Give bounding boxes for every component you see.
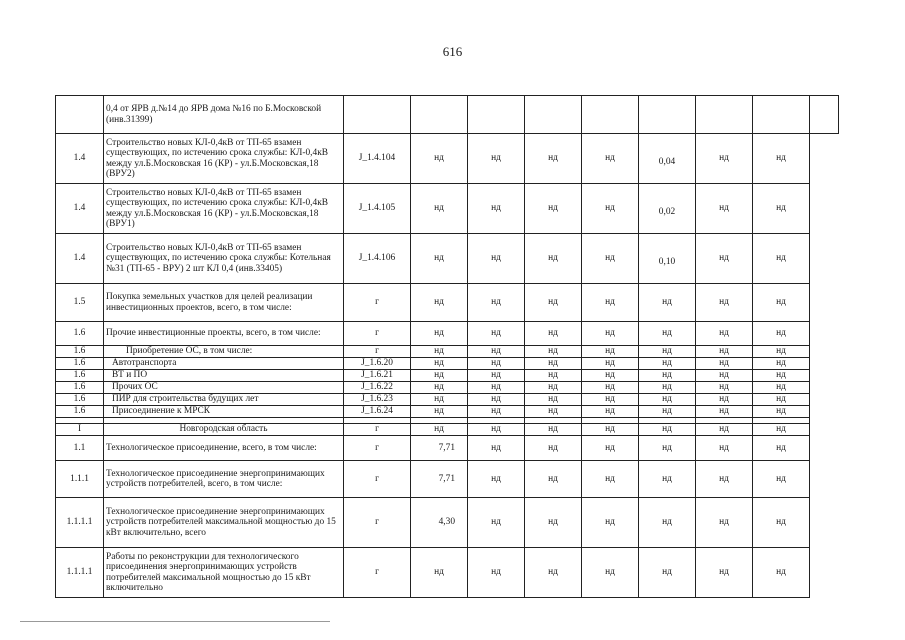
value-cell <box>810 96 839 134</box>
value-cell: нд <box>468 436 525 461</box>
row-code: г <box>344 436 411 461</box>
row-code: J_1.6.21 <box>344 370 411 382</box>
row-number: 1.1.1.1 <box>56 548 104 598</box>
value-cell: нд <box>696 424 753 436</box>
value-cell: нд <box>411 370 468 382</box>
table-row <box>56 358 839 370</box>
table-row <box>56 284 839 322</box>
value-cell: нд <box>753 424 810 436</box>
value-cell: нд <box>639 358 696 370</box>
value-cell: нд <box>582 548 639 598</box>
value-cell: нд <box>411 548 468 598</box>
row-number: 1.4 <box>56 234 104 284</box>
row-number <box>56 96 104 134</box>
value-cell: нд <box>525 322 582 346</box>
row-number: 1.6 <box>56 322 104 346</box>
row-number: 1.1.1 <box>56 461 104 498</box>
value-cell: нд <box>525 370 582 382</box>
value-cell: нд <box>753 498 810 548</box>
value-cell: нд <box>582 498 639 548</box>
row-number: 1.6 <box>56 370 104 382</box>
page-number: 616 <box>442 44 463 59</box>
value-cell: нд <box>582 394 639 406</box>
table-row <box>56 370 839 382</box>
value-cell: нд <box>468 134 525 184</box>
footer-rule <box>20 621 330 622</box>
row-code: г <box>344 346 411 358</box>
row-code: J_1.6.23 <box>344 394 411 406</box>
value-cell: нд <box>753 436 810 461</box>
value-cell <box>525 96 582 134</box>
value-cell: нд <box>753 461 810 498</box>
table-row <box>56 184 839 234</box>
value-cell: нд <box>753 284 810 322</box>
value-cell <box>582 96 639 134</box>
row-name: Новгородская область <box>104 424 344 436</box>
value-cell: нд <box>582 461 639 498</box>
table-row <box>56 382 839 394</box>
row-name: Технологическое присоединение энергопринимающих устройств потребителей максимальной мощностью до 15 кВт включительно, всего <box>104 498 344 548</box>
value-cell: нд <box>468 548 525 598</box>
value-cell: нд <box>468 184 525 234</box>
value-cell: 0,10 <box>639 234 696 284</box>
value-cell: нд <box>525 406 582 418</box>
value-cell: нд <box>639 548 696 598</box>
table-row <box>56 346 839 358</box>
row-name: Строительство новых КЛ-0,4кВ от ТП-65 взамен существующих, по истечению срока службы: КЛ-0,4кВ между ул.Б.Московская 16 (КР) - ул.Б.Московская,18 (ВРУ1) <box>104 184 344 234</box>
row-number: 1.4 <box>56 184 104 234</box>
value-cell: нд <box>753 322 810 346</box>
value-cell: нд <box>753 358 810 370</box>
value-cell: нд <box>582 322 639 346</box>
row-name: Прочих ОС <box>104 382 344 394</box>
row-name: ВТ и ПО <box>104 370 344 382</box>
value-cell: нд <box>696 346 753 358</box>
value-cell: нд <box>468 358 525 370</box>
row-number: 1.6 <box>56 358 104 370</box>
data-table <box>55 95 839 598</box>
table-row <box>56 436 839 461</box>
value-cell: нд <box>525 134 582 184</box>
value-cell: нд <box>411 134 468 184</box>
value-cell <box>696 96 753 134</box>
value-cell: 0,04 <box>639 134 696 184</box>
value-cell: нд <box>525 346 582 358</box>
row-code: г <box>344 548 411 598</box>
value-cell <box>468 96 525 134</box>
value-cell: нд <box>525 284 582 322</box>
value-cell: нд <box>696 406 753 418</box>
value-cell: нд <box>639 322 696 346</box>
value-cell: нд <box>525 424 582 436</box>
value-cell: нд <box>411 184 468 234</box>
value-cell: нд <box>468 284 525 322</box>
value-cell: нд <box>639 382 696 394</box>
row-name: Приобретение ОС, в том числе: <box>104 346 344 358</box>
row-name: ПИР для строительства будущих лет <box>104 394 344 406</box>
row-number: I <box>56 424 104 436</box>
value-cell: нд <box>525 436 582 461</box>
value-cell: нд <box>411 322 468 346</box>
row-code: J_1.6.20 <box>344 358 411 370</box>
table-row <box>56 394 839 406</box>
row-name: Покупка земельных участков для целей реализации инвестиционных проектов, всего, в том числе: <box>104 284 344 322</box>
table-row <box>56 134 839 184</box>
value-cell: нд <box>696 548 753 598</box>
row-name: Работы по реконструкции для технологического присоединения энергопринимающих устройств потребителей максимальной мощностью до 15 кВт включительно <box>104 548 344 598</box>
value-cell: 7,71 <box>411 461 468 498</box>
value-cell: нд <box>639 406 696 418</box>
value-cell: нд <box>582 424 639 436</box>
value-cell: нд <box>411 382 468 394</box>
value-cell: нд <box>411 284 468 322</box>
table-row <box>56 322 839 346</box>
row-name: Строительство новых КЛ-0,4кВ от ТП-65 взамен существующих, по истечению срока службы: Котельная №31 (ТП-65 - ВРУ) 2 шт КЛ 0,4 (инв.33405) <box>104 234 344 284</box>
value-cell: нд <box>582 358 639 370</box>
value-cell: нд <box>582 382 639 394</box>
table-row <box>56 498 839 548</box>
value-cell: нд <box>411 424 468 436</box>
value-cell: нд <box>639 370 696 382</box>
value-cell: нд <box>525 548 582 598</box>
value-cell: нд <box>525 234 582 284</box>
value-cell: нд <box>411 234 468 284</box>
value-cell: нд <box>639 284 696 322</box>
value-cell: нд <box>639 394 696 406</box>
value-cell <box>639 96 696 134</box>
value-cell: нд <box>696 284 753 322</box>
value-cell: нд <box>468 346 525 358</box>
value-cell: нд <box>753 134 810 184</box>
value-cell: нд <box>639 498 696 548</box>
value-cell: нд <box>411 346 468 358</box>
table-row <box>56 406 839 418</box>
value-cell: нд <box>696 184 753 234</box>
value-cell: нд <box>468 322 525 346</box>
value-cell <box>753 96 810 134</box>
value-cell: нд <box>696 370 753 382</box>
value-cell: нд <box>468 424 525 436</box>
table-row <box>56 424 839 436</box>
table-row <box>56 96 839 134</box>
row-code: г <box>344 461 411 498</box>
value-cell: нд <box>468 382 525 394</box>
value-cell: нд <box>525 184 582 234</box>
row-number: 1.1 <box>56 436 104 461</box>
value-cell: нд <box>582 406 639 418</box>
value-cell: нд <box>582 370 639 382</box>
value-cell: нд <box>753 370 810 382</box>
row-name: Технологическое присоединение, всего, в том числе: <box>104 436 344 461</box>
row-name: Присоединение к МРСК <box>104 406 344 418</box>
row-name: Прочие инвестиционные проекты, всего, в том числе: <box>104 322 344 346</box>
row-number: 1.4 <box>56 134 104 184</box>
row-number: 1.6 <box>56 382 104 394</box>
value-cell: нд <box>468 234 525 284</box>
value-cell: нд <box>411 394 468 406</box>
row-number: 1.1.1.1 <box>56 498 104 548</box>
row-name: Строительство новых КЛ-0,4кВ от ТП-65 взамен существующих, по истечению срока службы: КЛ-0,4кВ между ул.Б.Московская 16 (КР) - ул.Б.Московская,18 (ВРУ2) <box>104 134 344 184</box>
row-code: J_1.6.24 <box>344 406 411 418</box>
row-code: J_1.4.105 <box>344 184 411 234</box>
value-cell: нд <box>468 394 525 406</box>
row-code: J_1.4.106 <box>344 234 411 284</box>
value-cell: 0,02 <box>639 184 696 234</box>
row-code: J_1.4.104 <box>344 134 411 184</box>
value-cell: нд <box>696 394 753 406</box>
value-cell: нд <box>582 346 639 358</box>
value-cell: нд <box>582 284 639 322</box>
table-row <box>56 548 839 598</box>
value-cell: нд <box>639 424 696 436</box>
table-row <box>56 234 839 284</box>
value-cell: нд <box>753 406 810 418</box>
row-code: г <box>344 284 411 322</box>
value-cell: нд <box>582 184 639 234</box>
row-number: 1.6 <box>56 406 104 418</box>
row-name: Автотранспорта <box>104 358 344 370</box>
value-cell: нд <box>468 370 525 382</box>
value-cell: нд <box>753 394 810 406</box>
row-code: г <box>344 424 411 436</box>
value-cell: нд <box>525 461 582 498</box>
value-cell: нд <box>525 358 582 370</box>
value-cell: нд <box>753 234 810 284</box>
value-cell: нд <box>753 382 810 394</box>
value-cell: нд <box>468 406 525 418</box>
value-cell: нд <box>525 498 582 548</box>
value-cell: нд <box>468 498 525 548</box>
value-cell <box>411 96 468 134</box>
row-code: J_1.6.22 <box>344 382 411 394</box>
row-code: г <box>344 498 411 548</box>
table-row <box>56 461 839 498</box>
value-cell: нд <box>696 382 753 394</box>
value-cell: нд <box>525 394 582 406</box>
value-cell: нд <box>696 436 753 461</box>
row-code: г <box>344 322 411 346</box>
value-cell: нд <box>639 436 696 461</box>
value-cell: нд <box>639 461 696 498</box>
value-cell: нд <box>525 382 582 394</box>
value-cell: нд <box>696 498 753 548</box>
value-cell: нд <box>468 461 525 498</box>
value-cell: нд <box>696 358 753 370</box>
value-cell: нд <box>696 322 753 346</box>
value-cell: нд <box>753 184 810 234</box>
row-name: Технологическое присоединение энергопринимающих устройств потребителей, всего, в том числе: <box>104 461 344 498</box>
value-cell: 4,30 <box>411 498 468 548</box>
value-cell: нд <box>696 134 753 184</box>
value-cell: нд <box>696 461 753 498</box>
value-cell: нд <box>582 436 639 461</box>
value-cell: нд <box>582 134 639 184</box>
value-cell: нд <box>411 358 468 370</box>
row-number: 1.6 <box>56 346 104 358</box>
row-number: 1.6 <box>56 394 104 406</box>
value-cell: нд <box>582 234 639 284</box>
row-name: 0,4 от ЯРВ д.№14 до ЯРВ дома №16 по Б.Московской (инв.31399) <box>104 96 344 134</box>
value-cell: нд <box>696 234 753 284</box>
value-cell: 7,71 <box>411 436 468 461</box>
value-cell: нд <box>411 406 468 418</box>
value-cell: нд <box>639 346 696 358</box>
row-code <box>344 96 411 134</box>
value-cell: нд <box>753 346 810 358</box>
value-cell: нд <box>753 548 810 598</box>
row-number: 1.5 <box>56 284 104 322</box>
